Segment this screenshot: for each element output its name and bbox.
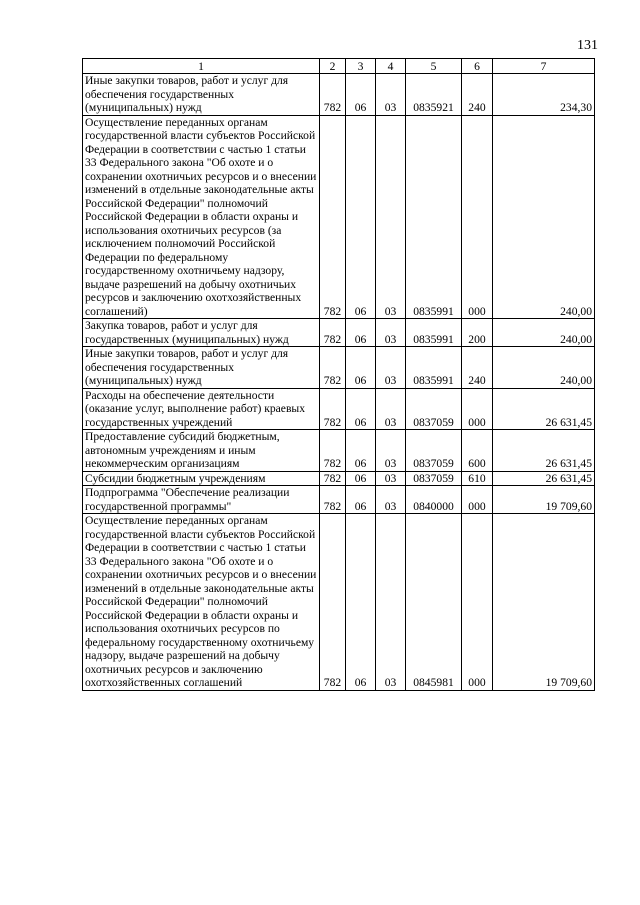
row-name: Иные закупки товаров, работ и услуг для обеспечения государственных (муниципальных) нужд <box>83 74 320 116</box>
row-target-article: 0835991 <box>406 347 462 389</box>
table-row <box>83 471 595 486</box>
row-target-article: 0837059 <box>406 430 462 472</box>
row-name: Субсидии бюджетным учреждениям <box>83 471 320 486</box>
row-target-article: 0837059 <box>406 471 462 486</box>
budget-table <box>82 58 595 691</box>
row-subsection: 03 <box>376 486 406 514</box>
row-expense-type: 000 <box>462 115 493 319</box>
row-sum: 26 631,45 <box>493 388 595 430</box>
row-admin-code: 782 <box>320 388 346 430</box>
table-row <box>83 486 595 514</box>
row-name: Предоставление субсидий бюджетным, автономным учреждениям и иным некоммерческим организациям <box>83 430 320 472</box>
header-col-4: 4 <box>376 59 406 74</box>
header-col-6: 6 <box>462 59 493 74</box>
row-sum: 26 631,45 <box>493 471 595 486</box>
table-row <box>83 319 595 347</box>
row-subsection: 03 <box>376 430 406 472</box>
row-admin-code: 782 <box>320 347 346 389</box>
row-sum: 240,00 <box>493 115 595 319</box>
row-admin-code: 782 <box>320 471 346 486</box>
row-expense-type: 000 <box>462 486 493 514</box>
row-admin-code: 782 <box>320 319 346 347</box>
row-section: 06 <box>346 74 376 116</box>
row-sum: 234,30 <box>493 74 595 116</box>
header-col-3: 3 <box>346 59 376 74</box>
row-subsection: 03 <box>376 319 406 347</box>
row-admin-code: 782 <box>320 430 346 472</box>
table-row <box>83 514 595 691</box>
row-subsection: 03 <box>376 115 406 319</box>
row-section: 06 <box>346 347 376 389</box>
table-row <box>83 74 595 116</box>
row-subsection: 03 <box>376 347 406 389</box>
row-sum: 240,00 <box>493 319 595 347</box>
row-name: Осуществление переданных органам государственной власти субъектов Российской Федерации в соответствии с частью 1 статьи 33 Федерального закона "Об охоте и о сохранении охотничьих ресурсов и о внесении изменений в отдельные законодательные акты Российской Федерации" полномочий Российской Федерации в области охраны и использования охотничьих ресурсов (за исключением полномочий Российской Федерации по федеральному государственному охотничьему надзору, выдаче разрешений на добычу охотничьих ресурсов и заключению охотхозяйственных соглашений) <box>83 115 320 319</box>
row-target-article: 0845981 <box>406 514 462 691</box>
row-section: 06 <box>346 514 376 691</box>
row-expense-type: 610 <box>462 471 493 486</box>
table-row <box>83 430 595 472</box>
row-subsection: 03 <box>376 388 406 430</box>
row-section: 06 <box>346 388 376 430</box>
row-target-article: 0840000 <box>406 486 462 514</box>
row-admin-code: 782 <box>320 115 346 319</box>
row-expense-type: 200 <box>462 319 493 347</box>
row-subsection: 03 <box>376 471 406 486</box>
row-admin-code: 782 <box>320 74 346 116</box>
table-row <box>83 347 595 389</box>
row-subsection: 03 <box>376 514 406 691</box>
page-number: 131 <box>577 38 598 53</box>
row-expense-type: 000 <box>462 514 493 691</box>
row-name: Осуществление переданных органам государственной власти субъектов Российской Федерации в соответствии с частью 1 статьи 33 Федерального закона "Об охоте и о сохранении охотничьих ресурсов и о внесении изменений в отдельные законодательные акты Российской Федерации" полномочий Российской Федерации в области охраны и использования охотничьих ресурсов по федеральному государственному охотничьему надзору, выдаче разрешений на добычу охотничьих ресурсов и заключению охотхозяйственных соглашений <box>83 514 320 691</box>
header-col-7: 7 <box>493 59 595 74</box>
row-target-article: 0835921 <box>406 74 462 116</box>
header-col-2: 2 <box>320 59 346 74</box>
table-row <box>83 388 595 430</box>
row-name: Расходы на обеспечение деятельности (оказание услуг, выполнение работ) краевых государственных учреждений <box>83 388 320 430</box>
row-target-article: 0837059 <box>406 388 462 430</box>
row-section: 06 <box>346 115 376 319</box>
row-expense-type: 240 <box>462 74 493 116</box>
row-name: Закупка товаров, работ и услуг для государственных (муниципальных) нужд <box>83 319 320 347</box>
row-section: 06 <box>346 319 376 347</box>
row-sum: 19 709,60 <box>493 486 595 514</box>
row-sum: 26 631,45 <box>493 430 595 472</box>
row-admin-code: 782 <box>320 486 346 514</box>
row-section: 06 <box>346 430 376 472</box>
row-target-article: 0835991 <box>406 319 462 347</box>
table-row <box>83 115 595 319</box>
row-sum: 19 709,60 <box>493 514 595 691</box>
row-expense-type: 240 <box>462 347 493 389</box>
row-admin-code: 782 <box>320 514 346 691</box>
row-section: 06 <box>346 471 376 486</box>
row-sum: 240,00 <box>493 347 595 389</box>
row-expense-type: 000 <box>462 388 493 430</box>
header-row <box>83 59 595 74</box>
row-name: Подпрограмма "Обеспечение реализации государственной программы" <box>83 486 320 514</box>
header-col-5: 5 <box>406 59 462 74</box>
row-section: 06 <box>346 486 376 514</box>
row-subsection: 03 <box>376 74 406 116</box>
row-target-article: 0835991 <box>406 115 462 319</box>
row-name: Иные закупки товаров, работ и услуг для обеспечения государственных (муниципальных) нужд <box>83 347 320 389</box>
row-expense-type: 600 <box>462 430 493 472</box>
header-col-1: 1 <box>83 59 320 74</box>
